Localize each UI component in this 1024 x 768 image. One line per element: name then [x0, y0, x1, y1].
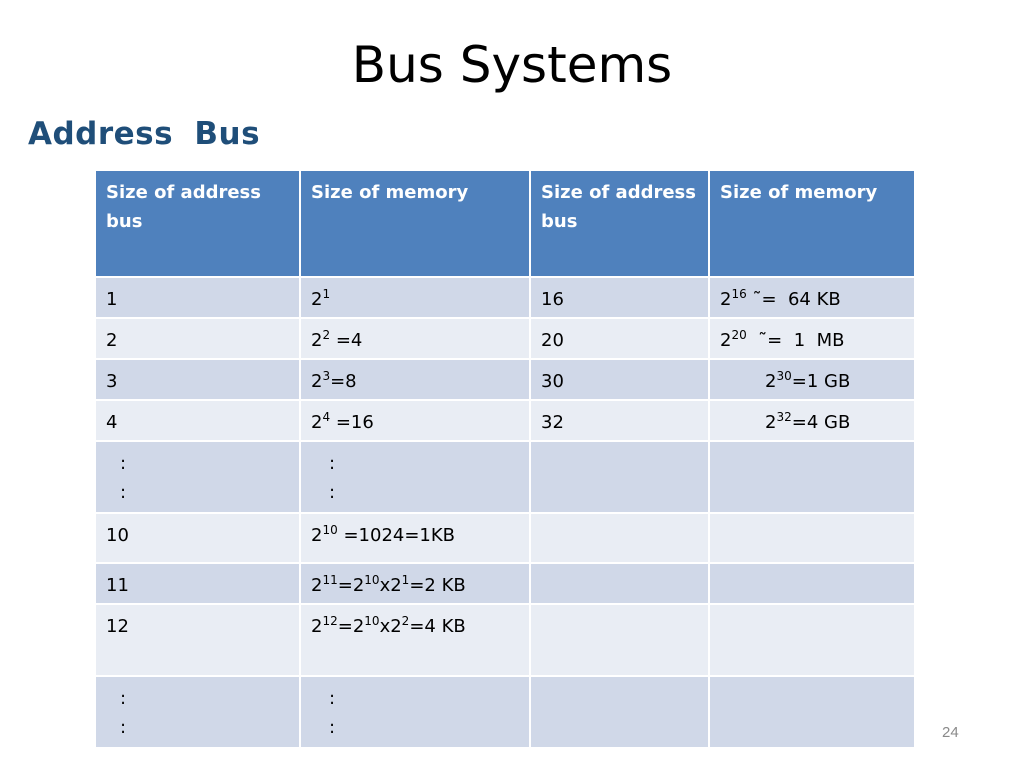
table-row: [95, 441, 915, 513]
table-row: [95, 513, 915, 563]
bus-size-cell: 3: [95, 359, 300, 400]
ellipsis-cell: : :: [300, 676, 530, 748]
bus-size-cell: 4: [95, 400, 300, 441]
table-row: [95, 359, 915, 400]
table-row: [95, 604, 915, 676]
empty-cell: [530, 563, 709, 604]
header-address-bus-size: Size of address bus: [95, 170, 300, 277]
memory-size-cell: $2^{10} =1024=1KB$: [300, 513, 530, 563]
section-heading: Address Bus: [28, 116, 261, 152]
header-address-bus-size-2: Size of address bus: [530, 170, 709, 277]
empty-cell: [709, 441, 915, 513]
header-memory-size-2: Size of memory: [709, 170, 915, 277]
table-row: [95, 318, 915, 359]
empty-cell: [530, 513, 709, 563]
bus-size-cell: 32: [530, 400, 709, 441]
bus-size-cell: 16: [530, 277, 709, 318]
bus-size-cell: 2: [95, 318, 300, 359]
memory-size-cell: $2^{11}=2^{10}x2^1=2$ KB: [300, 563, 530, 604]
bus-size-cell: 1: [95, 277, 300, 318]
table-row: [95, 277, 915, 318]
page-number: 24: [942, 724, 959, 741]
header-memory-size: Size of memory: [300, 170, 530, 277]
ellipsis-cell: : :: [300, 441, 530, 513]
table-row: [95, 676, 915, 748]
empty-cell: [530, 441, 709, 513]
empty-cell: [530, 676, 709, 748]
bus-size-cell: 12: [95, 604, 300, 676]
empty-cell: [709, 563, 915, 604]
table-header-row: [95, 170, 915, 277]
address-bus-table: [94, 169, 916, 749]
bus-size-cell: 10: [95, 513, 300, 563]
empty-cell: [709, 676, 915, 748]
memory-size-cell: $2^{32}=4$ GB: [709, 400, 915, 441]
ellipsis-cell: : :: [95, 441, 300, 513]
memory-size-cell: $2^{20}$ ˜= 1 MB: [709, 318, 915, 359]
ellipsis-cell: : :: [95, 676, 300, 748]
memory-size-cell: $2^3=8$: [300, 359, 530, 400]
empty-cell: [530, 604, 709, 676]
empty-cell: [709, 604, 915, 676]
memory-size-cell: $2^1$: [300, 277, 530, 318]
memory-size-cell: $2^2 =4$: [300, 318, 530, 359]
slide-title: Bus Systems: [351, 36, 673, 94]
bus-size-cell: 30: [530, 359, 709, 400]
bus-size-cell: 11: [95, 563, 300, 604]
table-row: [95, 563, 915, 604]
memory-size-cell: $2^{30}=1$ GB: [709, 359, 915, 400]
empty-cell: [709, 513, 915, 563]
memory-size-cell: $2^4 =16$: [300, 400, 530, 441]
memory-size-cell: $2^{16}$ ˜= 64 KB: [709, 277, 915, 318]
bus-size-cell: 20: [530, 318, 709, 359]
memory-size-cell: $2^{12}=2^{10}x2^2=4$ KB: [300, 604, 530, 676]
table-row: [95, 400, 915, 441]
